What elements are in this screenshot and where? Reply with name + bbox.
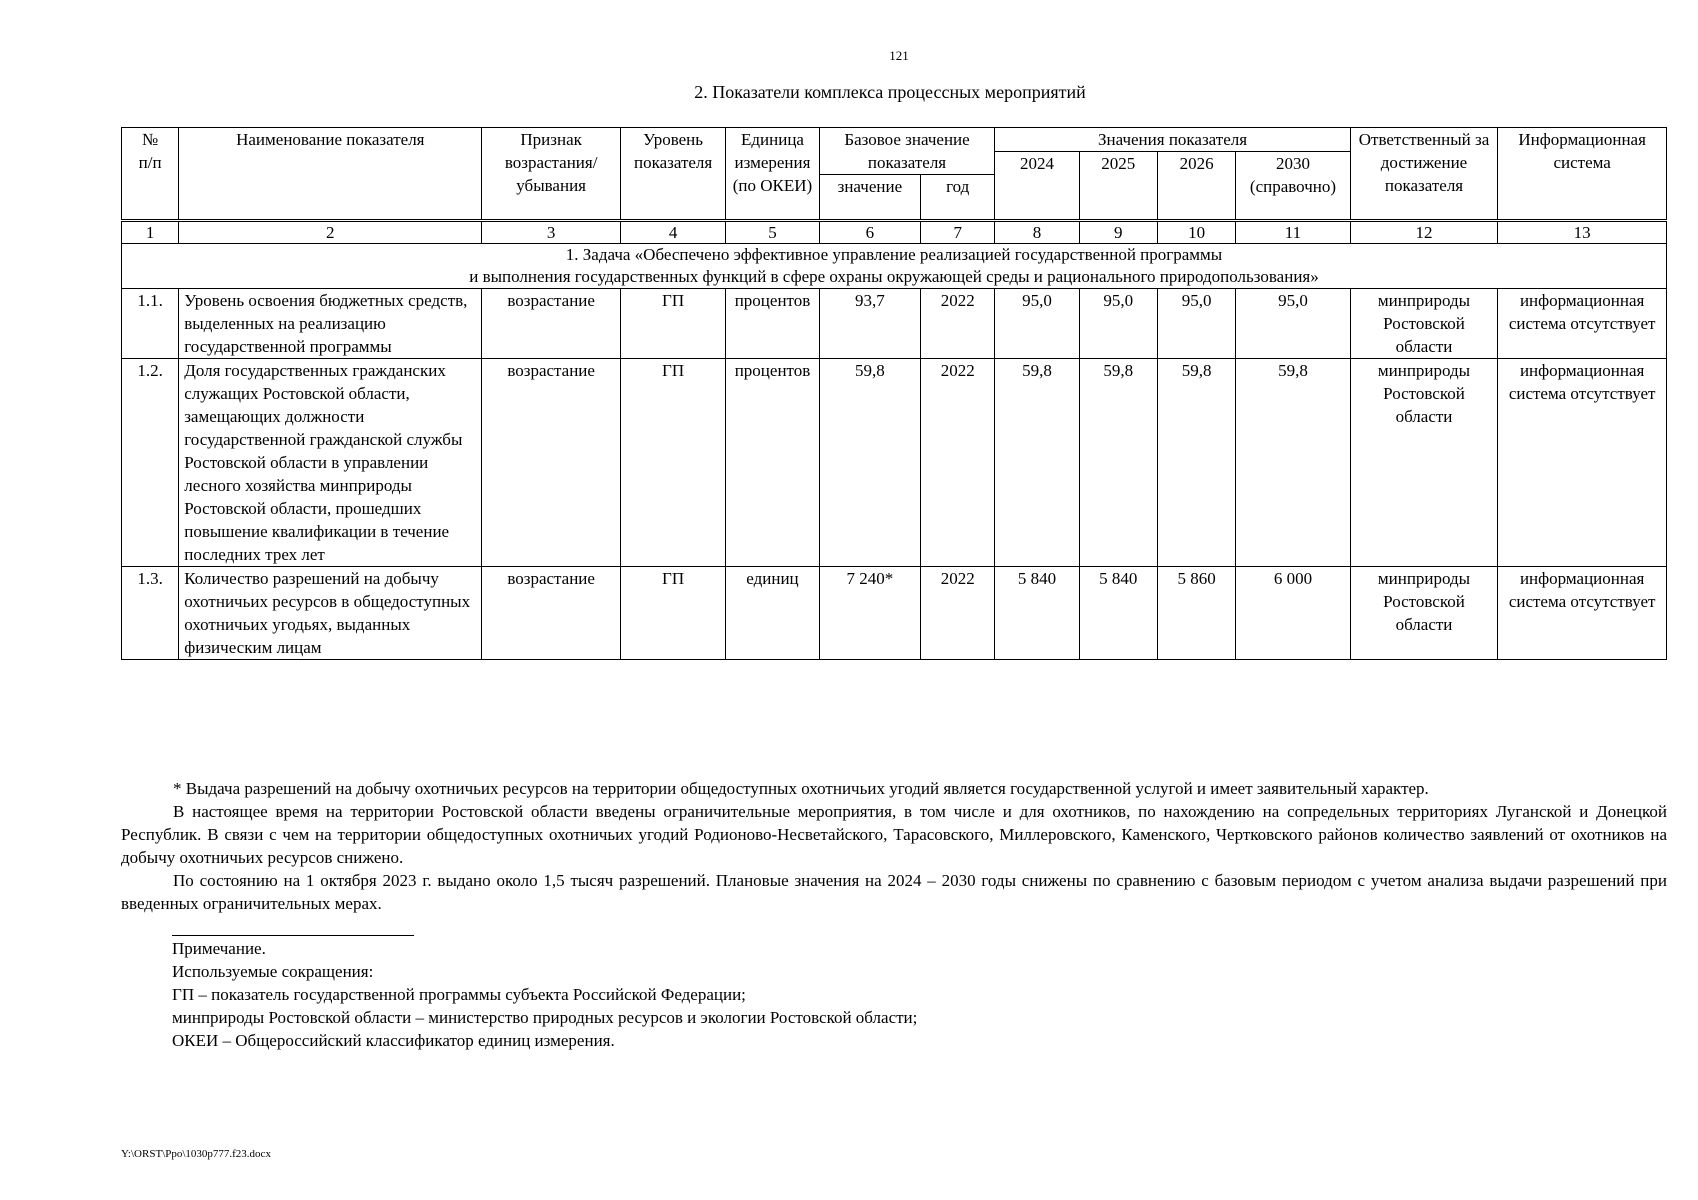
footnote-heading: Примечание. bbox=[172, 939, 266, 958]
row-responsible: минприроды Ростовской области bbox=[1350, 359, 1498, 567]
note-paragraph: По состоянию на 1 октября 2023 г. выдано около 1,5 тысяч разрешений. Плановые значения на 2024 – 2030 годы снижены по сравнению с базовым периодом с учетом анализа выдачи разрешений при введенных ограничительных мерах. bbox=[121, 871, 1667, 913]
row-level: ГП bbox=[620, 567, 725, 660]
col-num: 10 bbox=[1157, 221, 1235, 244]
row-trend: возрастание bbox=[482, 359, 621, 567]
row-2024: 95,0 bbox=[995, 289, 1079, 359]
row-base-value: 93,7 bbox=[819, 289, 920, 359]
row-base-value: 59,8 bbox=[819, 359, 920, 567]
col-num: 2 bbox=[179, 221, 482, 244]
col-num: 6 bbox=[819, 221, 920, 244]
row-name: Количество разрешений на добычу охотничьих ресурсов в общедоступных охотничьих угодьях, выданных физическим лицам bbox=[179, 567, 482, 660]
row-name: Уровень освоения бюджетных средств, выделенных на реализацию государственной программы bbox=[179, 289, 482, 359]
abbreviations-heading: Используемые сокращения: bbox=[172, 962, 374, 981]
row-system: информационная система отсутствует bbox=[1498, 359, 1667, 567]
notes bbox=[121, 777, 1667, 915]
row-name: Доля государственных гражданских служащих Ростовской области, замещающих должности государственной гражданской службы Ростовской области в управлении лесного хозяйства минприроды Ростовской области, прошедших повышение квалификации в течение последних трех лет bbox=[179, 359, 482, 567]
row-2024: 5 840 bbox=[995, 567, 1079, 660]
row-num: 1.2. bbox=[122, 359, 179, 567]
note-paragraph: * Выдача разрешений на добычу охотничьих ресурсов на территории общедоступных охотничьих угодий является государственной услугой и имеет заявительный характер. bbox=[173, 779, 1429, 798]
row-trend: возрастание bbox=[482, 289, 621, 359]
row-2025: 95,0 bbox=[1079, 289, 1157, 359]
col-num: 13 bbox=[1498, 221, 1667, 244]
row-2026: 95,0 bbox=[1157, 289, 1235, 359]
file-path: Y:\ORST\Ppo\1030p777.f23.docx bbox=[121, 1148, 271, 1160]
row-base-value: 7 240* bbox=[819, 567, 920, 660]
table-row bbox=[122, 567, 1667, 660]
task-title: 1. Задача «Обеспечено эффективное управление реализацией государственной программы и выполнения государственных функций в сфере охраны окружающей среды и рационального природопользования» bbox=[122, 244, 1667, 289]
table-row bbox=[122, 289, 1667, 359]
row-num: 1.3. bbox=[122, 567, 179, 660]
header-2024: 2024 bbox=[995, 152, 1079, 221]
row-base-year: 2022 bbox=[921, 567, 995, 660]
header-unit: Единица измерения (по ОКЕИ) bbox=[726, 128, 819, 221]
row-2030: 59,8 bbox=[1236, 359, 1350, 567]
abbreviation-line: ГП – показатель государственной программы субъекта Российской Федерации; bbox=[172, 985, 746, 1004]
row-2025: 59,8 bbox=[1079, 359, 1157, 567]
col-num: 7 bbox=[921, 221, 995, 244]
abbreviation-line: ОКЕИ – Общероссийский классификатор единиц измерения. bbox=[172, 1031, 615, 1050]
col-num: 12 bbox=[1350, 221, 1498, 244]
row-2026: 5 860 bbox=[1157, 567, 1235, 660]
header-responsible: Ответственный за достижение показателя bbox=[1350, 128, 1498, 221]
column-number-row bbox=[122, 221, 1667, 244]
task-row bbox=[122, 244, 1667, 289]
col-num: 11 bbox=[1236, 221, 1350, 244]
col-num: 5 bbox=[726, 221, 819, 244]
page-title: 2. Показатели комплекса процессных мероприятий bbox=[694, 82, 1086, 102]
note-paragraph: В настоящее время на территории Ростовской области введены ограничительные мероприятия, в том числе и для охотников, по нахождению на сопредельных территориях Луганской и Донецкой Республик. В связи с чем на территории общедоступных охотничьих угодий Родионово-Несветайского, Тарасовского, Миллеровского, Каменского, Чертковского районов количество заявлений от охотников на добычу охотничьих ресурсов снижено. bbox=[121, 802, 1667, 867]
footnote-divider bbox=[172, 935, 414, 936]
row-base-year: 2022 bbox=[921, 289, 995, 359]
row-base-year: 2022 bbox=[921, 359, 995, 567]
header-base: Базовое значение показателя bbox=[819, 128, 995, 175]
header-base-value: значение bbox=[819, 175, 920, 221]
row-trend: возрастание bbox=[482, 567, 621, 660]
row-unit: единиц bbox=[726, 567, 819, 660]
header-row-1 bbox=[122, 128, 1667, 152]
header-values: Значения показателя bbox=[995, 128, 1350, 152]
row-2030: 95,0 bbox=[1236, 289, 1350, 359]
header-num: № п/п bbox=[122, 128, 179, 221]
header-2030: 2030 (справочно) bbox=[1236, 152, 1350, 221]
row-system: информационная система отсутствует bbox=[1498, 289, 1667, 359]
row-2025: 5 840 bbox=[1079, 567, 1157, 660]
row-responsible: минприроды Ростовской области bbox=[1350, 289, 1498, 359]
page-number: 121 bbox=[889, 48, 909, 63]
header-trend: Признак возрастания/ убывания bbox=[482, 128, 621, 221]
row-2026: 59,8 bbox=[1157, 359, 1235, 567]
row-2030: 6 000 bbox=[1236, 567, 1350, 660]
row-unit: процентов bbox=[726, 359, 819, 567]
col-num: 3 bbox=[482, 221, 621, 244]
footnote bbox=[172, 937, 1572, 1052]
header-level: Уровень показателя bbox=[620, 128, 725, 221]
header-2026: 2026 bbox=[1157, 152, 1235, 221]
table-row bbox=[122, 359, 1667, 567]
row-2024: 59,8 bbox=[995, 359, 1079, 567]
row-num: 1.1. bbox=[122, 289, 179, 359]
header-base-year: год bbox=[921, 175, 995, 221]
row-system: информационная система отсутствует bbox=[1498, 567, 1667, 660]
header-2025: 2025 bbox=[1079, 152, 1157, 221]
abbreviation-line: минприроды Ростовской области – министерство природных ресурсов и экологии Ростовской области; bbox=[172, 1008, 918, 1027]
row-level: ГП bbox=[620, 359, 725, 567]
col-num: 8 bbox=[995, 221, 1079, 244]
col-num: 1 bbox=[122, 221, 179, 244]
indicators-table bbox=[121, 127, 1667, 660]
row-unit: процентов bbox=[726, 289, 819, 359]
row-responsible: минприроды Ростовской области bbox=[1350, 567, 1498, 660]
col-num: 4 bbox=[620, 221, 725, 244]
header-system: Информационная система bbox=[1498, 128, 1667, 221]
row-level: ГП bbox=[620, 289, 725, 359]
col-num: 9 bbox=[1079, 221, 1157, 244]
header-name: Наименование показателя bbox=[179, 128, 482, 221]
